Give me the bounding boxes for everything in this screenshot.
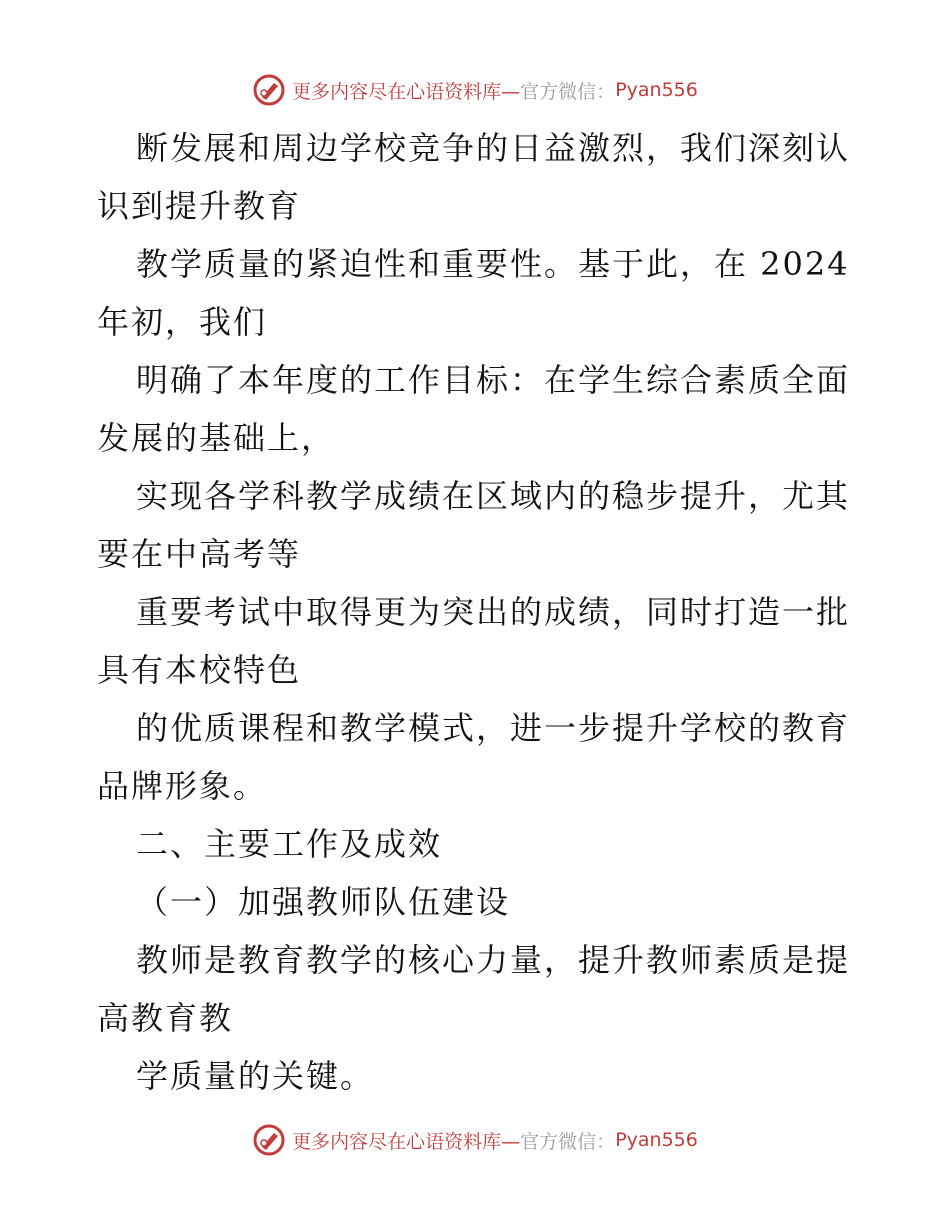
body-line: 断发展和周边学校竞争的日益激烈，我们深刻认 (136, 129, 851, 167)
body-line: 的优质课程和教学模式，进一步提升学校的教育 (136, 709, 851, 747)
wechat-label: 官方微信： (520, 1130, 616, 1153)
body-line: 具有本校特色 (97, 651, 302, 689)
body-line: 发展的基础上， (97, 419, 336, 457)
body-line: 学质量的关键。 (136, 1057, 375, 1095)
footer-watermark (0, 1120, 950, 1160)
body-line: 年初，我们 (97, 303, 268, 341)
body-line: 明确了本年度的工作目标：在学生综合素质全面 (136, 361, 851, 399)
banner-text: 更多内容尽在心语资料库— (292, 80, 521, 103)
banner-text: 更多内容尽在心语资料库— (292, 1130, 521, 1153)
body-line: 品牌形象。 (97, 767, 268, 805)
wechat-id: Pyan556 (615, 1129, 698, 1151)
body-line: 教师是教育教学的核心力量，提升教师素质是提 (136, 941, 851, 979)
body-line: 实现各学科教学成绩在区域内的稳步提升，尤其 (136, 477, 851, 515)
body-line: 重要考试中取得更为突出的成绩，同时打造一批 (136, 593, 851, 631)
pen-logo-icon (252, 1123, 286, 1157)
body-line: 高教育教 (97, 999, 234, 1037)
section-heading: 二、主要工作及成效 (136, 825, 443, 863)
wechat-id: Pyan556 (615, 79, 698, 101)
subsection-heading: （一）加强教师队伍建设 (136, 883, 511, 921)
body-line: 要在中高考等 (97, 535, 302, 573)
body-line: 教学质量的紧迫性和重要性。基于此，在 2024 (136, 245, 850, 283)
wechat-label: 官方微信： (520, 80, 616, 103)
body-line: 识到提升教育 (97, 187, 302, 225)
